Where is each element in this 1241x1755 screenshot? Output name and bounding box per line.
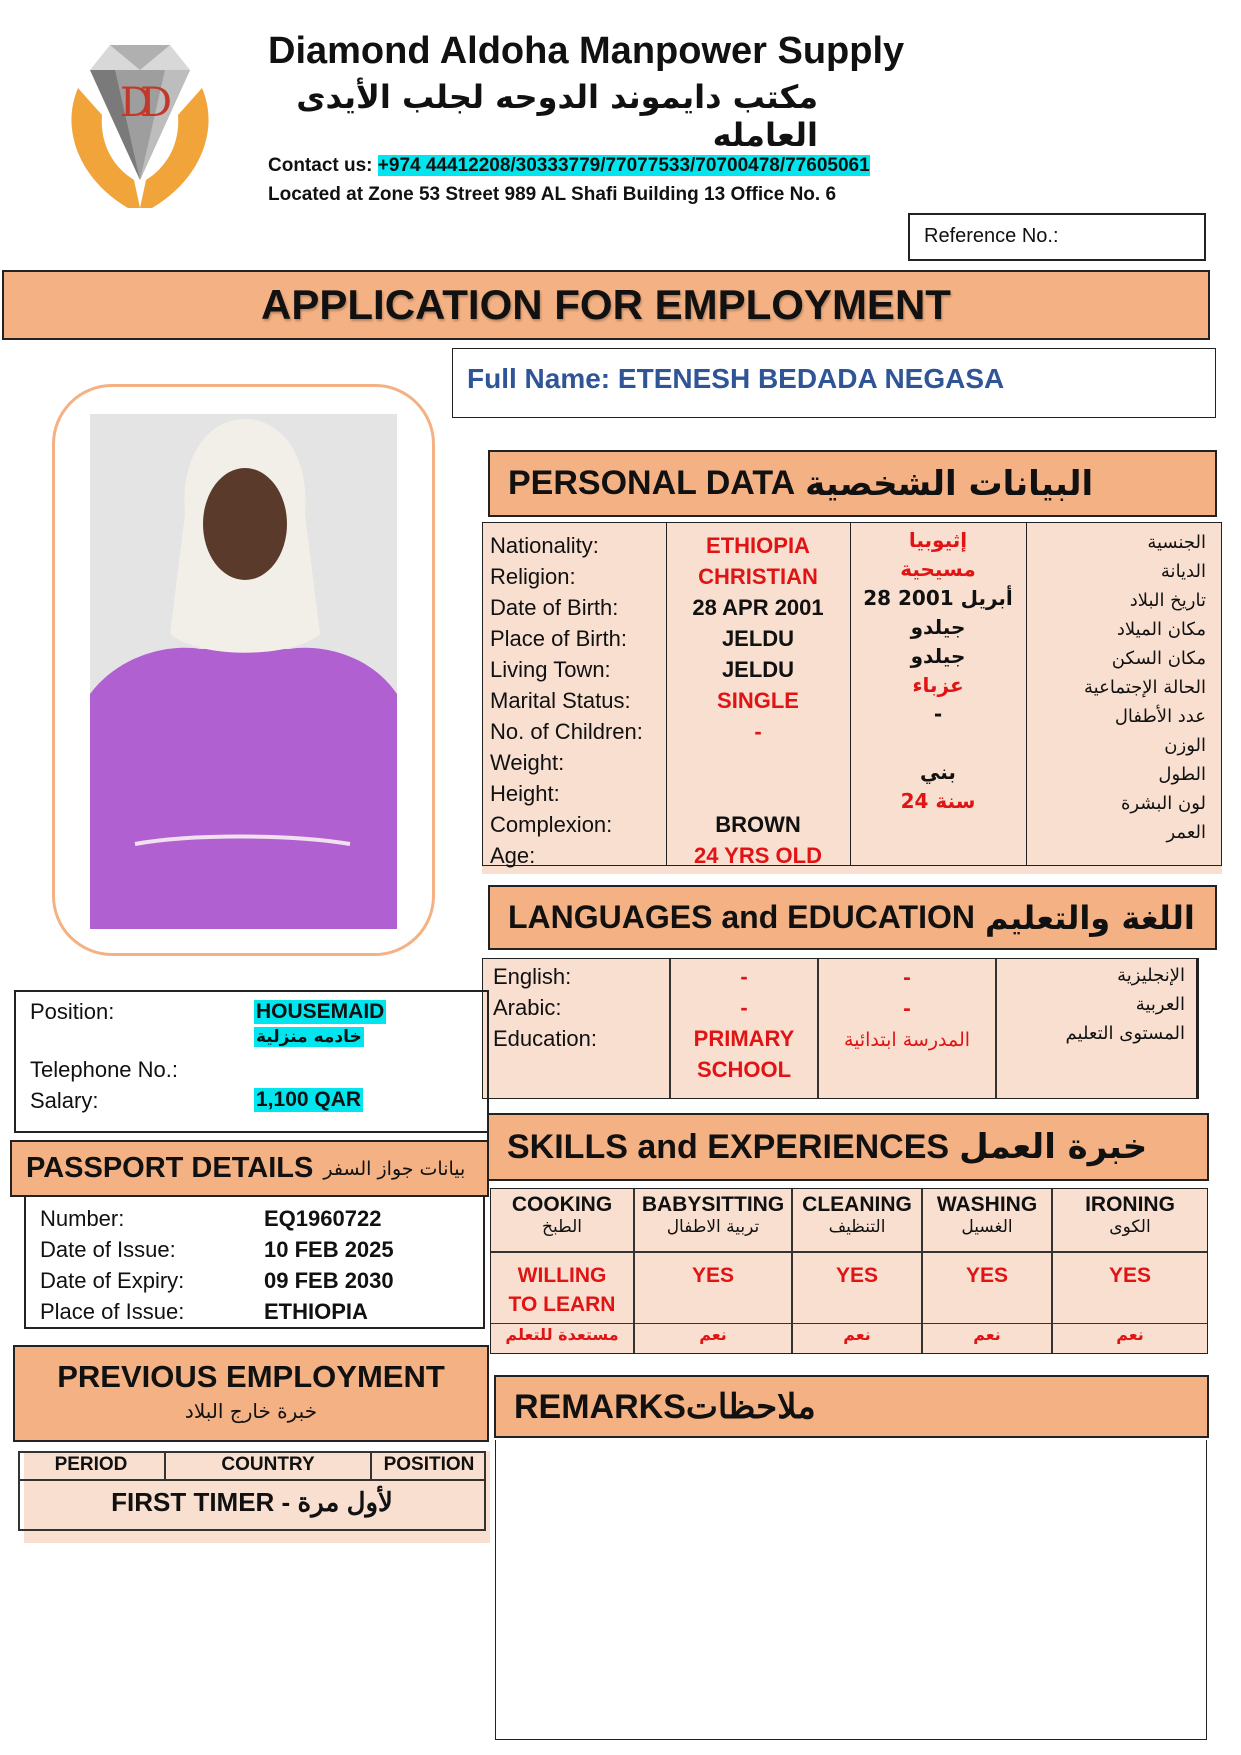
personal-label-ar: الحالة الإجتماعية (1084, 677, 1206, 698)
education-value: PRIMARY SCHOOL (693, 1026, 795, 1082)
marital-status-value-ar: عزباء (912, 673, 964, 697)
personal-label-ar: الجنسية (1147, 532, 1206, 553)
skill-name-ar: الطبخ (542, 1217, 582, 1237)
skill-name: IRONING (1085, 1193, 1175, 1216)
personal-label: Height: (490, 781, 560, 806)
passport-heading-ar: بيانات جواز السفر (323, 1157, 466, 1180)
passport-label: Date of Issue: (40, 1237, 176, 1262)
complexion-value-ar: بني (920, 760, 956, 784)
language-values-ar (819, 963, 995, 1056)
contact-numbers: +974 44412208/30333779/77077533/70700478/77605061 (377, 155, 870, 176)
telephone-label: Telephone No.: (30, 1057, 178, 1082)
position-box (14, 990, 489, 1133)
passport-box (24, 1197, 485, 1329)
photo-frame (52, 384, 435, 956)
language-label-ar: الإنجليزية (1117, 965, 1185, 986)
place-of-birth-value-ar: جيلدو (910, 615, 966, 639)
ironing-value-ar: نعم (1116, 1325, 1144, 1344)
cooking-value-ar: مستعدة للتعلم (505, 1325, 619, 1344)
language-label-ar: العربية (1135, 994, 1185, 1015)
position-label: Position: (30, 999, 115, 1024)
country-header: COUNTRY (221, 1454, 315, 1475)
dob-value: 28 APR 2001 (692, 595, 824, 620)
skills-heading-ar: خبرة العمل (959, 1127, 1148, 1167)
skill-name: CLEANING (802, 1193, 912, 1216)
page-title: APPLICATION FOR EMPLOYMENT (2, 270, 1210, 340)
contact-label: Contact us: (268, 155, 373, 176)
position-value: HOUSEMAID (256, 1000, 385, 1023)
height-value (666, 778, 850, 809)
dob-value-ar: 28 أبريل 2001 (863, 586, 1013, 610)
remarks-box[interactable] (495, 1440, 1207, 1740)
languages-heading-ar: اللغة والتعليم (984, 898, 1195, 937)
personal-label-ar: مكان السكن (1111, 648, 1206, 669)
position-header: POSITION (383, 1454, 475, 1475)
nationality-value-ar: إثيوبيا (908, 528, 968, 552)
salary-label: Salary: (30, 1088, 99, 1113)
personal-data-heading (488, 450, 1217, 517)
personal-label: Complexion: (490, 812, 613, 837)
company-logo (30, 30, 250, 215)
skill-cooking (491, 1193, 633, 1237)
skill-name: COOKING (511, 1193, 613, 1216)
english-value-ar: - (903, 967, 911, 989)
company-name-ar: مكتب دايموند الدوحه لجلب الأيدى العامله (296, 78, 818, 154)
religion-value: CHRISTIAN (698, 564, 818, 589)
passport-heading-en: PASSPORT DETAILS (26, 1152, 314, 1184)
passport-issue-date: 10 FEB 2025 (264, 1237, 394, 1262)
personal-labels-en (490, 530, 666, 871)
babysitting-value: YES (691, 1264, 735, 1287)
personal-label: No. of Children: (490, 719, 643, 744)
previous-heading-ar: خبرة خارج البلاد (184, 1399, 318, 1423)
passport-number: EQ1960722 (264, 1206, 382, 1231)
complexion-value: BROWN (715, 812, 801, 837)
personal-label-ar: عدد الأطفال (1114, 706, 1206, 727)
arabic-value: - (740, 995, 748, 1020)
personal-label: Age: (490, 843, 536, 868)
languages-table (482, 958, 1199, 1099)
skill-name-ar: الكوى (1109, 1217, 1151, 1237)
languages-heading (488, 885, 1217, 950)
skill-name-ar: الغسيل (961, 1217, 1013, 1237)
personal-label-ar: العمر (1166, 822, 1206, 843)
skills-heading (487, 1113, 1209, 1181)
arabic-value-ar: - (903, 998, 911, 1020)
personal-label-ar: الطول (1158, 764, 1206, 785)
personal-labels-ar (1030, 528, 1206, 847)
english-value: - (740, 964, 748, 989)
skill-cleaning (793, 1193, 921, 1237)
personal-label: Religion: (490, 564, 576, 589)
personal-label-ar: تاريخ البلاد (1129, 590, 1206, 611)
remarks-heading: REMARKSملاحظات (494, 1375, 1209, 1438)
full-name-box (452, 348, 1216, 418)
office-address: Located at Zone 53 Street 989 AL Shafi Building 13 Office No. 6 (268, 184, 837, 205)
contact-line (268, 155, 870, 177)
religion-value-ar: مسيحية (900, 557, 976, 581)
passport-heading (10, 1140, 489, 1197)
personal-label: Nationality: (490, 533, 599, 558)
personal-heading-ar: البيانات الشخصية (805, 463, 1094, 504)
previous-employment-table (24, 1451, 490, 1543)
weight-value-ar (850, 729, 1026, 758)
personal-label: Marital Status: (490, 688, 631, 713)
skill-name: BABYSITTING (641, 1193, 785, 1216)
skill-name-ar: التنظيف (828, 1217, 886, 1237)
personal-label-ar: الوزن (1164, 735, 1206, 756)
previous-employment-heading (13, 1345, 489, 1442)
personal-values-en (666, 530, 850, 871)
salary-value: 1,100 QAR (256, 1088, 362, 1111)
skill-washing (923, 1193, 1051, 1237)
weight-value (666, 747, 850, 778)
passport-label: Date of Expiry: (40, 1268, 185, 1293)
living-town-value: JELDU (721, 657, 795, 682)
personal-values-ar (850, 526, 1026, 816)
reference-box (908, 213, 1206, 261)
personal-data-table (482, 522, 1222, 874)
passport-place-of-issue: ETHIOPIA (264, 1299, 368, 1324)
position-value-ar: خادمه منزلية (256, 1027, 362, 1047)
previous-heading-en: PREVIOUS EMPLOYMENT (57, 1359, 445, 1394)
applicant-photo (90, 414, 397, 929)
skill-babysitting (635, 1193, 791, 1237)
cleaning-value: YES (835, 1264, 879, 1287)
personal-label-ar: لون البشرة (1120, 793, 1206, 814)
passport-label: Number: (40, 1206, 125, 1231)
personal-label: Place of Birth: (490, 626, 627, 651)
passport-label: Place of Issue: (40, 1299, 185, 1324)
full-name: Full Name: ETENESH BEDADA NEGASA (467, 363, 1005, 394)
skills-table (490, 1188, 1208, 1354)
logo-letters: DD (119, 80, 161, 126)
age-value: 24 YRS OLD (694, 843, 822, 868)
passport-labels (40, 1203, 184, 1327)
language-values-en (671, 961, 817, 1085)
skill-name: WASHING (936, 1193, 1038, 1216)
washing-value: YES (965, 1264, 1009, 1287)
language-labels-en (493, 961, 669, 1054)
language-labels-ar (999, 961, 1185, 1048)
education-value-ar: المدرسة ابتدائية (843, 1029, 971, 1051)
cleaning-value-ar: نعم (843, 1325, 871, 1344)
language-label: Arabic: (493, 995, 562, 1020)
company-name-en: Diamond Aldoha Manpower Supply (268, 30, 905, 72)
children-value-ar: - (933, 702, 943, 726)
babysitting-value-ar: نعم (699, 1325, 727, 1344)
reference-label: Reference No.: (924, 225, 1059, 247)
languages-heading-en: LANGUAGES and EDUCATION (508, 899, 975, 935)
skill-ironing (1053, 1193, 1207, 1237)
personal-label: Date of Birth: (490, 595, 619, 620)
personal-label: Weight: (490, 750, 565, 775)
passport-values (264, 1203, 394, 1327)
language-label: English: (493, 964, 572, 989)
place-of-birth-value: JELDU (721, 626, 795, 651)
period-header: PERIOD (54, 1454, 128, 1475)
washing-value-ar: نعم (973, 1325, 1001, 1344)
age-value-ar: 24 سنة (900, 789, 976, 813)
personal-label-ar: الديانة (1160, 561, 1206, 582)
language-label-ar: المستوى التعليم (1065, 1023, 1185, 1044)
personal-label-ar: مكان الميلاد (1116, 619, 1206, 640)
children-value: - (754, 719, 762, 744)
language-label: Education: (493, 1026, 597, 1051)
nationality-value: ETHIOPIA (706, 533, 810, 558)
skills-heading-en: SKILLS and EXPERIENCES (507, 1127, 950, 1166)
previous-employment-value: FIRST TIMER - لأول مرة (111, 1487, 393, 1517)
skill-name-ar: تربية الاطفال (666, 1217, 760, 1237)
ironing-value: YES (1108, 1264, 1152, 1287)
living-town-value-ar: جيلدو (910, 644, 966, 668)
marital-status-value: SINGLE (717, 688, 799, 713)
passport-expiry-date: 09 FEB 2030 (264, 1268, 394, 1293)
cooking-value: WILLING TO LEARN (508, 1264, 616, 1316)
personal-heading-en: PERSONAL DATA (508, 464, 796, 502)
personal-label: Living Town: (490, 657, 611, 682)
